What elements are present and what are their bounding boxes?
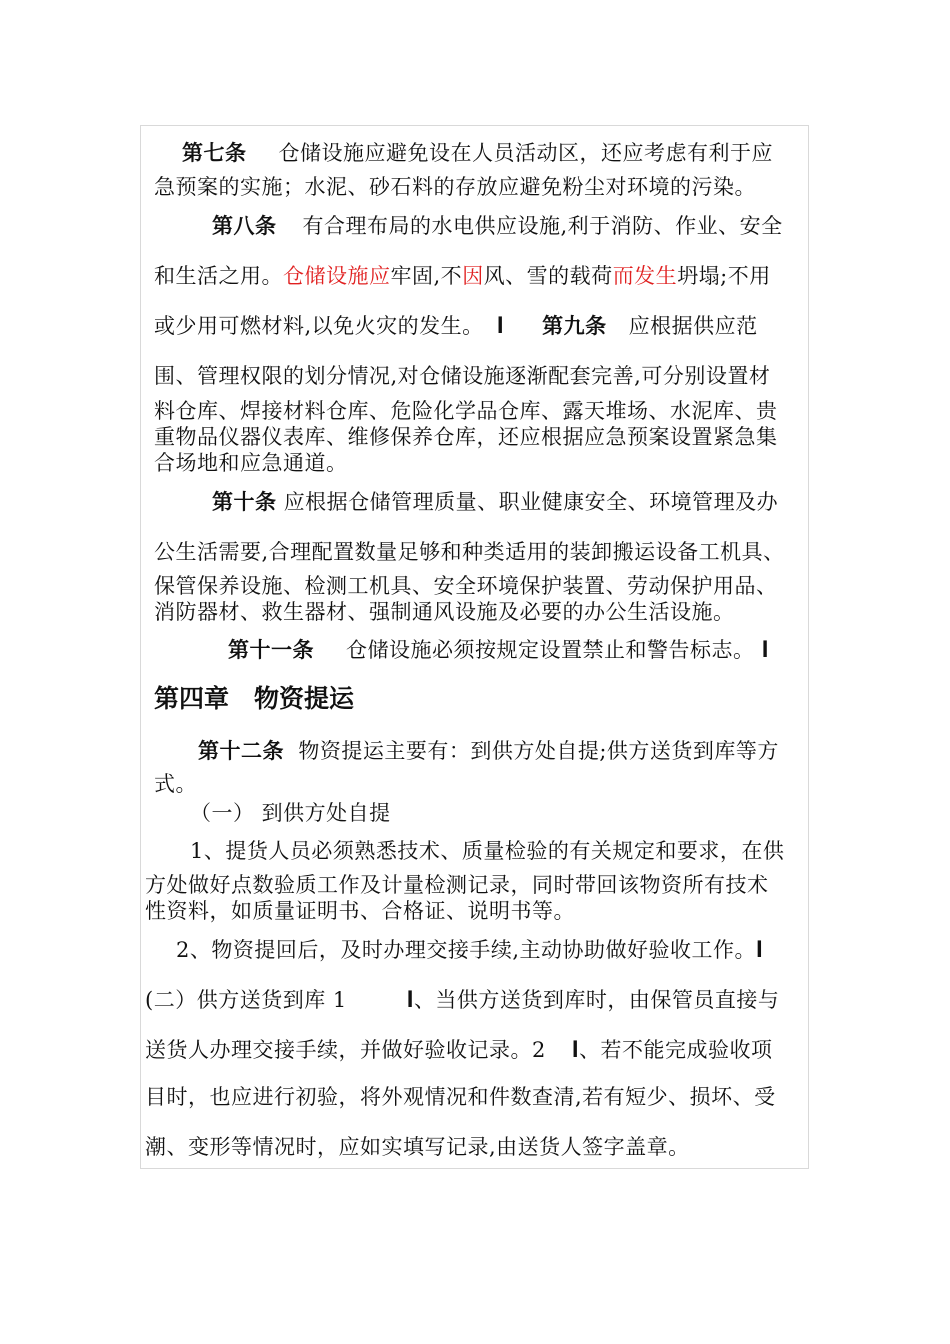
article-8-text-3: 或少用可燃材料,以免火灾的发生。	[154, 314, 484, 338]
section-1-item-1-line-3: 性资料，如质量证明书、合格证、说明书等。	[145, 899, 575, 923]
section-1-item-1-line-1: 1、提货人员必须熟悉技术、质量检验的有关规定和要求，在供	[190, 839, 785, 863]
article-11-heading: 第十一条	[228, 638, 314, 662]
article-12-line-1	[198, 738, 848, 764]
article-8-line-1	[212, 213, 862, 239]
article-12-line-2: 式。	[154, 772, 197, 796]
chapter-4-title: 第四章 物资提运	[154, 684, 355, 713]
article-9-heading: 第九条	[542, 314, 607, 338]
article-10-line-2: 公生活需要,合理配置数量足够和种类适用的装卸搬运设备工机具、	[154, 540, 785, 564]
section-2-text-2b: 、若不能完成验收项	[579, 1038, 773, 1062]
section-1-title: （一） 到供方处自提	[190, 801, 391, 825]
article-8-line-2	[154, 263, 804, 289]
article-8-heading: 第八条	[212, 214, 277, 238]
article-10-text-1: 应根据仓储管理质量、职业健康安全、环境管理及办	[283, 490, 779, 514]
paragraph-mark-icon: ꟾ	[761, 641, 769, 662]
article-8-text-2c: 风、雪的载荷	[483, 264, 613, 288]
section-2-line-4: 潮、变形等情况时，应如实填写记录,由送货人签字盖章。	[145, 1135, 690, 1159]
article-9-line-2: 围、管理权限的划分情况,对仓储设施逐渐配套完善,可分别设置材	[154, 364, 771, 388]
section-2-text-2a: 送货人办理交接手续，并做好验收记录。2	[145, 1038, 546, 1062]
section-2-line-1	[145, 987, 795, 1015]
article-7-heading: 第七条	[182, 141, 247, 165]
article-10-line-4: 消防器材、救生器材、强制通风设施及必要的办公生活设施。	[154, 600, 735, 624]
article-9-line-4: 重物品仪器仪表库、维修保养仓库，还应根据应急预案设置紧急集	[154, 425, 778, 449]
article-8-highlight-2: 因	[462, 264, 484, 288]
article-8-line-3	[154, 313, 804, 341]
article-7-line-1	[182, 140, 832, 166]
section-2-line-3: 目时，也应进行初验，将外观情况和件数查清,若有短少、损坏、受	[145, 1085, 776, 1109]
article-8-text-2b: 牢固,不	[390, 264, 463, 288]
paragraph-mark-icon: ꟾ	[756, 941, 764, 962]
article-11-text-1: 仓储设施必须按规定设置禁止和警告标志。	[346, 638, 755, 662]
article-9-text-1: 应根据供应范	[628, 314, 758, 338]
article-7-line-2: 急预案的实施；水泥、砂石料的存放应避免粉尘对环境的污染。	[154, 175, 756, 199]
paragraph-mark-icon: ꟾ	[496, 317, 505, 338]
article-7-text-1: 仓储设施应避免设在人员活动区，还应考虑有利于应	[278, 141, 773, 165]
article-9-line-3: 料仓库、焊接材料仓库、危险化学品仓库、露天堆场、水泥库、贵	[154, 399, 778, 423]
paragraph-mark-icon: ꟾ	[571, 1041, 580, 1062]
section-1-item-2-text: 2、物资提回后，及时办理交接手续,主动协助做好验收工作。	[176, 938, 757, 962]
section-1-item-1-line-2: 方处做好点数验质工作及计量检测记录，同时带回该物资所有技术	[145, 873, 769, 897]
article-9-line-5: 合场地和应急通道。	[154, 451, 348, 475]
section-2-text-1b: 、当供方送货到库时，由保管员直接与	[413, 988, 780, 1012]
article-8-highlight-3: 而发生	[612, 264, 678, 288]
article-12-heading: 第十二条	[198, 739, 284, 763]
article-10-line-3: 保管保养设施、检测工机具、安全环境保护装置、劳动保护用品、	[154, 574, 778, 598]
paragraph-mark-icon: ꟾ	[406, 991, 414, 1012]
article-8-text-2a: 和生活之用。	[154, 264, 283, 288]
article-8-text-2d: 坍塌;不用	[677, 264, 771, 288]
article-10-line-1	[212, 489, 862, 515]
section-2-text-1a: (二）供方送货到库 1	[145, 988, 347, 1012]
article-10-heading: 第十条	[212, 490, 277, 514]
section-1-item-2	[176, 937, 826, 965]
article-11-line-1	[228, 637, 878, 665]
article-8-text-1: 有合理布局的水电供应设施,利于消防、作业、安全	[302, 214, 783, 238]
section-2-line-2	[145, 1037, 795, 1065]
article-8-highlight-1: 仓储设施应	[283, 264, 391, 288]
article-12-text-1: 物资提运主要有：到供方处自提;供方送货到库等方	[298, 739, 779, 763]
